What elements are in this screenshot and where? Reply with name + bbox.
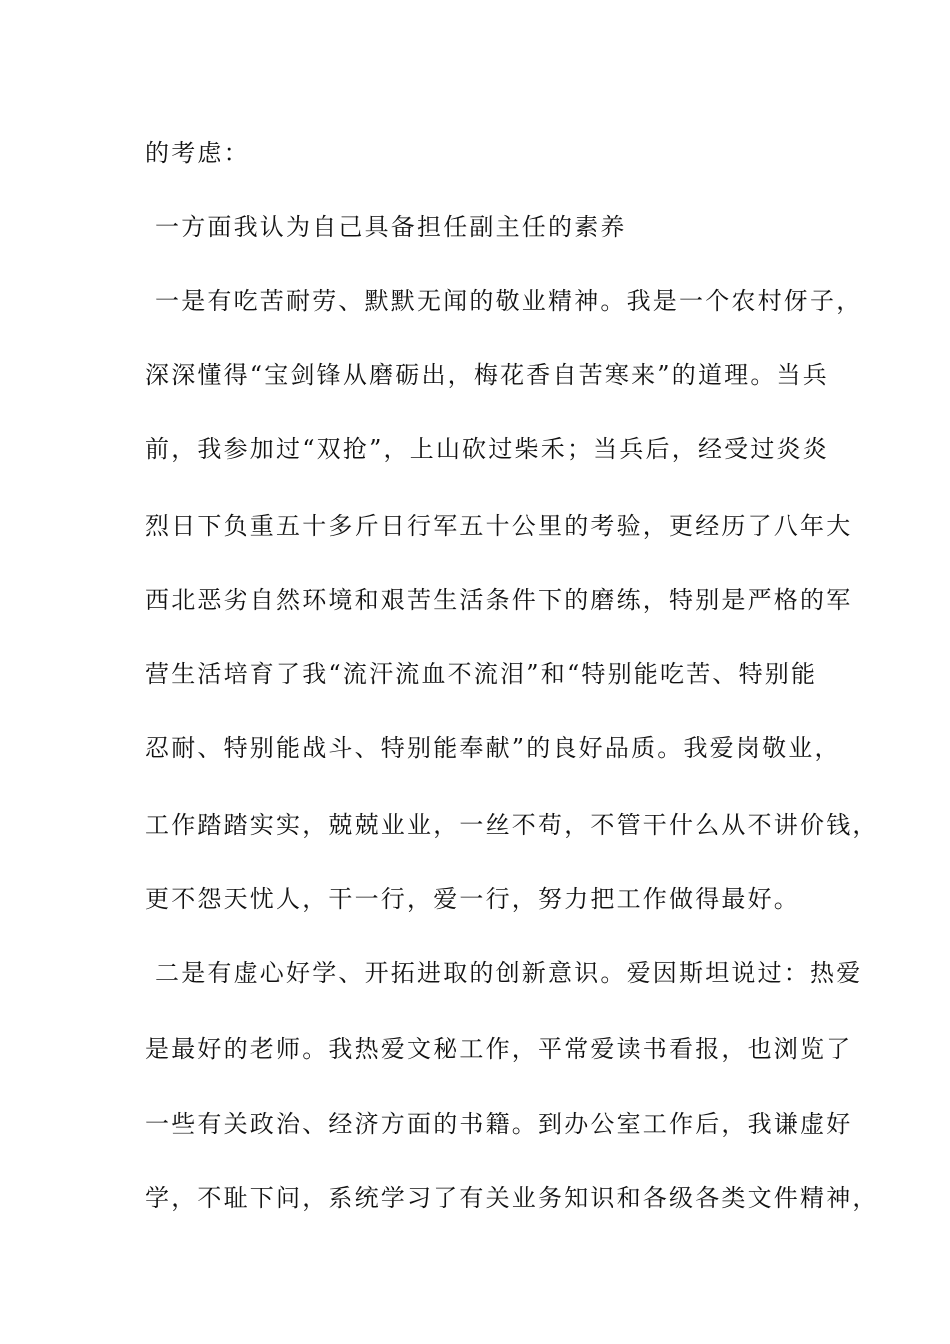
- text-line: 营生活培育了我“流汗流血不流泪”和“特别能吃苦、特别能: [145, 660, 818, 688]
- section-heading: 一方面我认为自己具备担任副主任的素养: [155, 213, 627, 241]
- text-line: 一是有吃苦耐劳、默默无闻的敬业精神。我是一个农村伢子，: [155, 287, 863, 315]
- text-line: 是最好的老师。我热爱文秘工作，平常爱读书看报，也浏览了: [145, 1035, 853, 1063]
- text-line: 的考虑：: [145, 139, 250, 167]
- text-line: 西北恶劣自然环境和艰苦生活条件下的磨练，特别是严格的军: [145, 586, 853, 614]
- text-line: 更不怨天忧人，干一行，爱一行，努力把工作做得最好。: [145, 885, 800, 913]
- text-line: 前，我参加过“双抢”，上山砍过柴禾；当兵后，经受过炎炎: [145, 435, 829, 463]
- text-line: 工作踏踏实实，兢兢业业，一丝不苟，不管干什么从不讲价钱，: [145, 811, 879, 839]
- text-line: 深深懂得“宝剑锋从磨砺出，梅花香自苦寒来”的道理。当兵: [145, 361, 829, 389]
- text-line: 一些有关政治、经济方面的书籍。到办公室工作后，我谦虚好: [145, 1110, 853, 1138]
- text-line: 忍耐、特别能战斗、特别能奉献”的良好品质。我爱岗敬业，: [145, 734, 841, 762]
- text-line: 二是有虚心好学、开拓进取的创新意识。爱因斯坦说过：热爱: [155, 959, 863, 987]
- text-line: 烈日下负重五十多斤日行军五十公里的考验，更经历了八年大: [145, 512, 853, 540]
- text-line: 学，不耻下问，系统学习了有关业务知识和各级各类文件精神，: [145, 1184, 879, 1212]
